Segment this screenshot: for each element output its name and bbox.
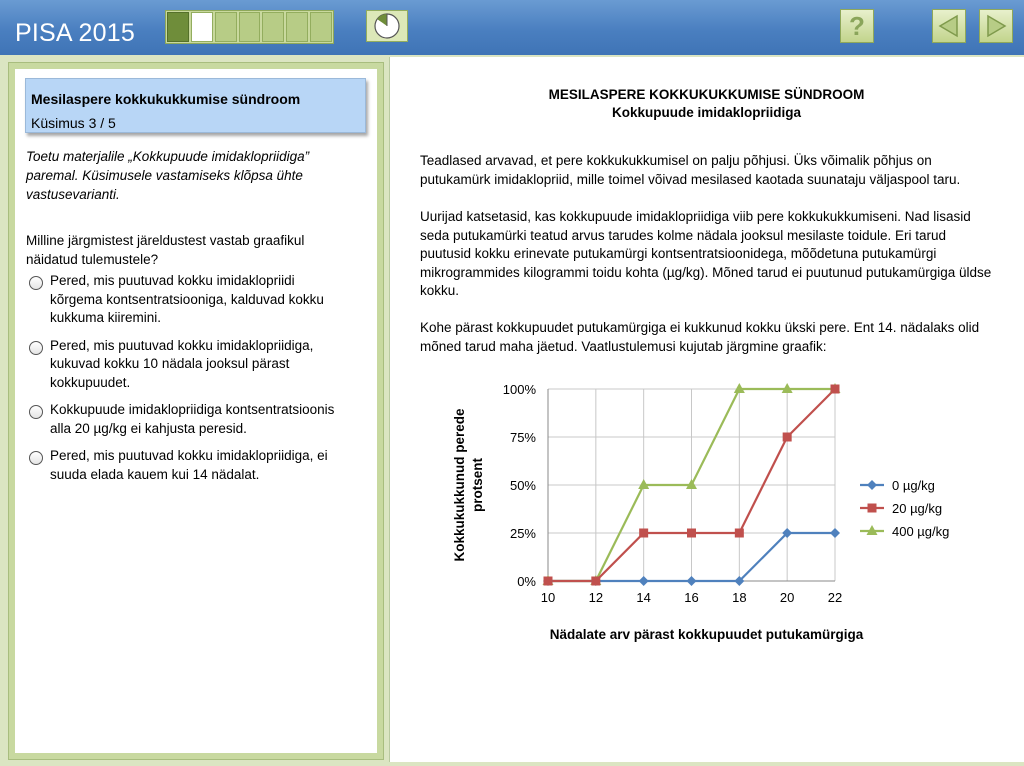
arrow-left-icon xyxy=(937,14,961,38)
app-title: PISA 2015 xyxy=(15,19,135,47)
back-button[interactable] xyxy=(932,9,966,43)
radio-button[interactable] xyxy=(29,451,43,465)
data-point xyxy=(591,577,600,586)
data-point xyxy=(687,529,696,538)
answer-option[interactable] xyxy=(29,401,364,438)
progress-segment xyxy=(286,12,308,42)
unit-header xyxy=(25,78,366,133)
y-axis-label: Kokkukukkunud perede protsent xyxy=(452,408,485,562)
answer-option[interactable] xyxy=(29,337,364,393)
data-point xyxy=(735,529,744,538)
answer-option-label[interactable]: Pered, mis puutuvad kokku imidaklopriidi kõrgema kontsentratsiooniga, kalduvad kokku kukkuma kiiremini. xyxy=(50,273,324,325)
y-tick-label: 0% xyxy=(517,574,536,589)
stimulus-title: MESILASPERE KOKKUKUKKUMISE SÜNDROOM xyxy=(548,87,865,102)
x-tick-label: 18 xyxy=(732,590,747,605)
answer-options xyxy=(29,272,364,493)
progress-segment xyxy=(262,12,284,42)
answer-option-label[interactable]: Kokkupuude imidaklopriidiga kontsentratsioonis alla 20 µg/kg ei kahjusta peresid. xyxy=(50,402,335,436)
legend-marker xyxy=(868,504,877,513)
top-bar xyxy=(0,0,1024,55)
stimulus-paragraph: Teadlased arvavad, et pere kokkukukkumisel on palju põhjusi. Üks võimalik põhjus on putukamürk imidaklopriid, mille toimel võivad mesilased kaotada suunataju väljaspool taru. xyxy=(420,153,961,187)
data-point xyxy=(544,577,553,586)
answer-option-label[interactable]: Pered, mis puutuvad kokku imidaklopriidiga, ei suuda elada kauem kui 14 nädalat. xyxy=(50,448,328,482)
radio-button[interactable] xyxy=(29,405,43,419)
help-button[interactable] xyxy=(840,9,874,43)
data-point xyxy=(639,576,649,586)
legend-label: 0 µg/kg xyxy=(892,478,935,493)
answer-option[interactable] xyxy=(29,447,364,484)
data-point xyxy=(687,576,697,586)
stimulus-subtitle: Kokkupuude imidaklopriidiga xyxy=(611,105,802,120)
progress-bar xyxy=(165,10,334,44)
legend-marker xyxy=(867,480,877,490)
x-tick-label: 20 xyxy=(779,590,795,605)
question-panel xyxy=(8,62,384,760)
unit-title: Mesilaspere kokkukukkumise sündroom xyxy=(31,91,301,107)
x-tick-label: 10 xyxy=(540,590,556,605)
question-mark-icon: ? xyxy=(849,10,865,41)
question-text: Milline järgmistest järeldustest vastab graafikul näidatud tulemustele? xyxy=(26,233,305,267)
data-point xyxy=(831,385,840,394)
y-tick-label: 100% xyxy=(502,382,536,397)
x-tick-label: 12 xyxy=(588,590,604,605)
radio-button[interactable] xyxy=(29,341,43,355)
stimulus-paragraph: Uurijad katsetasid, kas kokkupuude imidaklopriidiga viib pere kokkukukkumiseni. Nad lisasid seda putukamürki teatud arvus tarudes kolme nädala jooksul mesilaste toidule. Eri tarud puutusid kokku erinevate putukamürgi kontsentratsioonidega, mõõdetuna putukamürgi mikrogrammides kilogrammi toidu kohta (µg/kg). Mõned tarud ei puutunud putukamürgiga üldse kokku. xyxy=(420,209,992,298)
progress-segment xyxy=(167,12,189,42)
question-panel-inner xyxy=(15,69,377,753)
data-point xyxy=(639,529,648,538)
stimulus-paragraph: Kohe pärast kokkupuudet putukamürgiga ei kukkunud kokku ükski pere. Ent 14. nädalaks olid mõned tarud maha jäetud. Vaatlustulemusi kujutab järgmine graafik: xyxy=(420,320,980,354)
timer-icon xyxy=(373,12,401,40)
legend-label: 20 µg/kg xyxy=(892,501,943,516)
next-button[interactable] xyxy=(979,9,1013,43)
x-tick-label: 16 xyxy=(684,590,699,605)
x-tick-label: 14 xyxy=(636,590,651,605)
radio-button[interactable] xyxy=(29,276,43,290)
progress-segment xyxy=(191,12,213,42)
answer-option[interactable] xyxy=(29,272,364,328)
collapse-chart xyxy=(390,57,1023,762)
question-number: Küsimus 3 / 5 xyxy=(31,115,116,131)
arrow-right-icon xyxy=(984,14,1008,38)
y-tick-label: 50% xyxy=(509,478,536,493)
x-axis-label: Nädalate arv pärast kokkupuudet putukamürgiga xyxy=(549,627,864,642)
data-point xyxy=(783,433,792,442)
progress-segment xyxy=(239,12,261,42)
timer xyxy=(366,10,408,42)
progress-segment xyxy=(215,12,237,42)
data-point xyxy=(830,528,840,538)
y-tick-label: 25% xyxy=(509,526,536,541)
instructions: Toetu materjalile „Kokkupuude imidaklopriidiga” paremal. Küsimusele vastamiseks klõpsa ühte vastusevarianti. xyxy=(26,149,310,202)
answer-option-label[interactable]: Pered, mis puutuvad kokku imidaklopriidiga, kukuvad kokku 10 nädala jooksul pärast kokkupuudet. xyxy=(50,337,314,390)
legend-label: 400 µg/kg xyxy=(892,524,950,539)
stimulus-panel xyxy=(389,57,1024,762)
y-tick-label: 75% xyxy=(509,430,536,445)
progress-segment xyxy=(310,12,332,42)
x-tick-label: 22 xyxy=(827,590,843,605)
